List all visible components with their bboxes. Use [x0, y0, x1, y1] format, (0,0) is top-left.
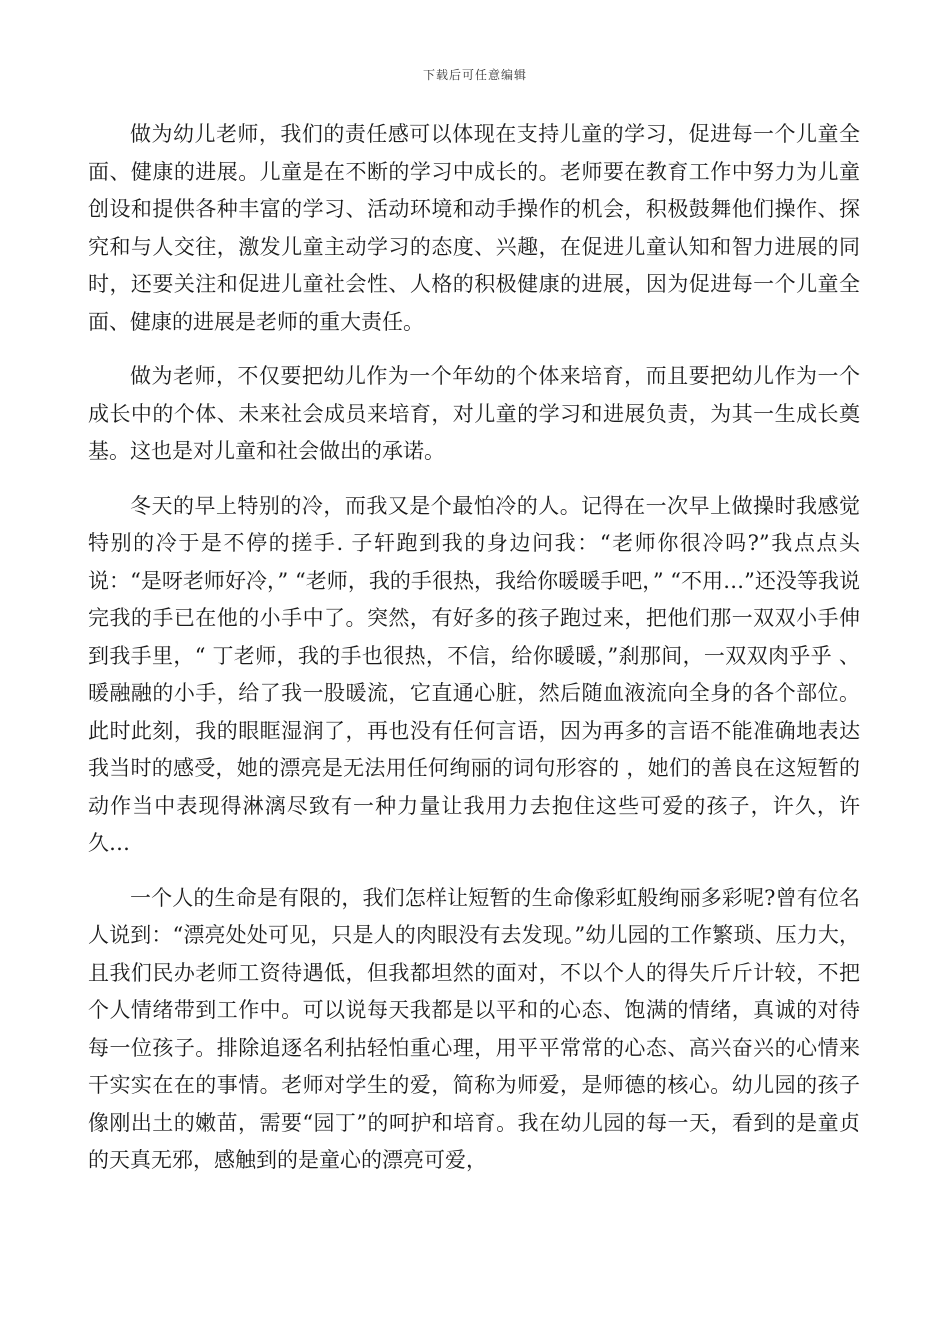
paragraph-2: 做为老师，不仅要把幼儿作为一个年幼的个体来培育，而且要把幼儿作为一个成长中的个体、未来社会成员来培育，对儿童的学习和进展负责，为其一生成长奠基。这也是对儿童和社会做出的承诺。: [88, 364, 860, 463]
paragraph-3: 冬天的早上特别的冷，而我又是个最怕冷的人。记得在一次早上做操时我感觉特别的冷于是不停的搓手. 子轩跑到我的身边问我：“老师你很冷吗?”我点点头说：“是呀老师好冷，” “老师，我的手很热，我给你暖暖手吧，” “不用…”还没等我说完我的手已在他的小手中了。突然，有好多的孩子跑过来，把他们那一双双小手伸到我手里，“ 丁老师，我的手也很热，不信，给你暖暖，”刹那间，一双双肉乎乎 、暖融融的小手，给了我一股暖流，它直通心脏，然后随血液流向全身的各个部位。此时此刻，我的眼眶湿润了，再也没有任何言语，因为再多的言语不能准确地表达我当时的感受，她的漂亮是无法用任何绚丽的词句形容的 ，她们的善良在这短暂的动作当中表现得淋漓尽致有一种力量让我用力去抱住这些可爱的孩子，许久，许久…: [88, 493, 860, 855]
paragraph-4: 一个人的生命是有限的，我们怎样让短暂的生命像彩虹般绚丽多彩呢?曾有位名人说到：“漂亮处处可见，只是人的肉眼没有去发现。”幼儿园的工作繁琐、压力大，且我们民办老师工资待遇低，但我都坦然的面对，不以个人的得失斤斤计较，不把个人情绪带到工作中。可以说每天我都是以平和的心态、饱满的情绪，真诚的对待每一位孩子。排除追逐名利拈轻怕重心理，用平平常常的心态、高兴奋兴的心情来干实实在在的事情。老师对学生的爱，简称为师爱，是师德的核心。幼儿园的孩子像刚出土的嫩苗，需要“园丁”的呵护和培育。我在幼儿园的每一天，看到的是童贞的天真无邪，感触到的是童心的漂亮可爱，: [88, 885, 860, 1172]
document-body: [88, 116, 860, 1197]
page-header: 下载后可任意编辑: [422, 68, 527, 82]
paragraph-1: 做为幼儿老师，我们的责任感可以体现在支持儿童的学习，促进每一个儿童全面、健康的进展。儿童是在不断的学习中成长的。老师要在教育工作中努力为儿童创设和提供各种丰富的学习、活动环境和动手操作的机会，积极鼓舞他们操作、探究和与人交往，激发儿童主动学习的态度、兴趣，在促进儿童认知和智力进展的同时，还要关注和促进儿童社会性、人格的积极健康的进展，因为促进每一个儿童全面、健康的进展是老师的重大责任。: [88, 122, 860, 334]
